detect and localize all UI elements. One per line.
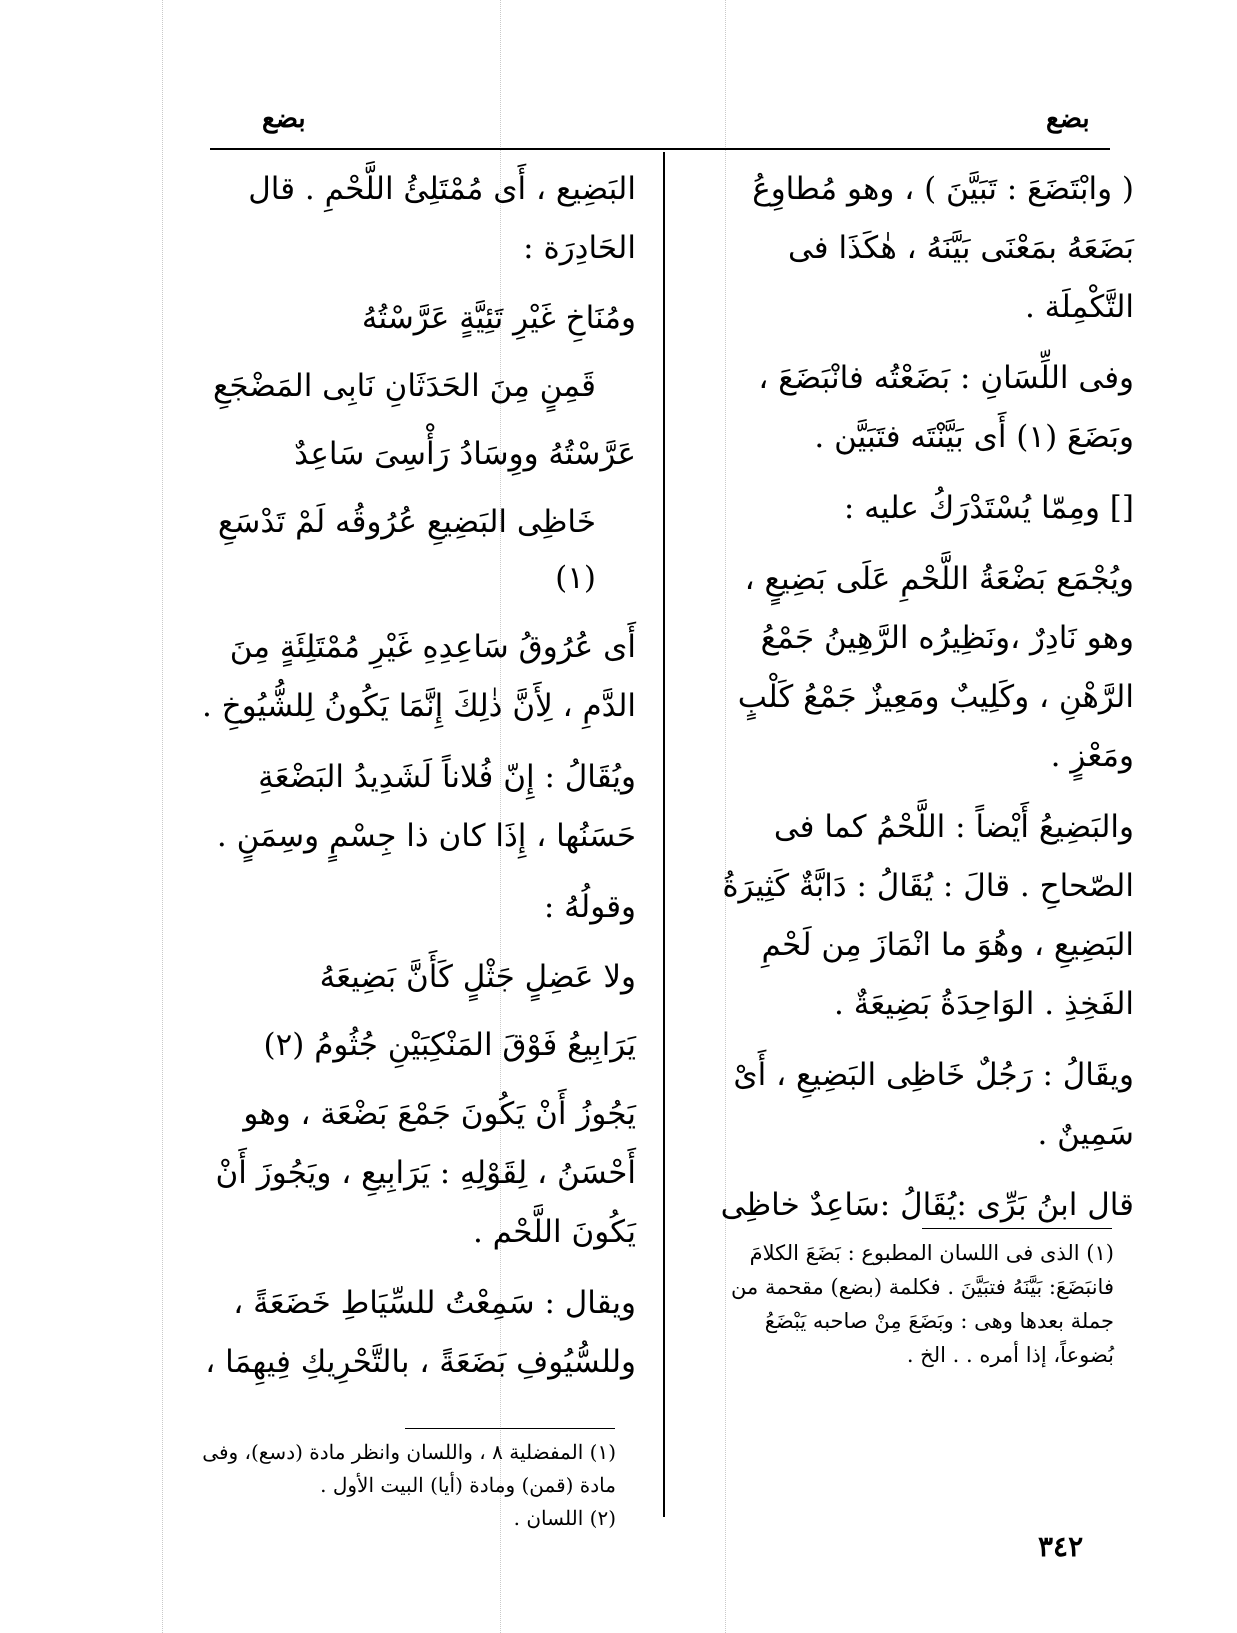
- footnote: (٢) اللسان .: [513, 1506, 616, 1530]
- paragraph: وفى اللِّسَانِ : بَضَعْتُه فانْبَضَعَ ، وبَضَعَ (١) أَى بَيَّنْتَه فتَبَيَّن .: [758, 360, 1134, 455]
- verse-line: خَاظِى البَضِيعِ عُرُوقُه لَمْ تَدْسَعِ (١): [217, 504, 596, 596]
- paragraph: والبَضِيعُ أَيْضاً : اللَّحْمُ كما فى الصّحاحِ . قالَ : يُقَالُ : دَابَّةٌ كَثِيرَةُ البَضِيعِ ، وهُوَ ما انْمَازَ مِن لَحْمِ الفَخِذِ . الوَاحِدَةُ بَضِيعَةٌ .: [722, 809, 1134, 1022]
- footnote: (١) المفضلية ٨ ، واللسان وانظر مادة (دسع)، وفى مادة (قمن) ومادة (أيا) البيت الأول .: [202, 1440, 616, 1497]
- paragraph: [] ومِمّا يُسْتَدْرَكُ عليه :: [843, 490, 1134, 526]
- paragraph: يَجُوزُ أَنْ يَكُونَ جَمْعَ بَضْعَة ، وهو أَحْسَنُ ، لِقَوْلِهِ : يَرَابِيعِ ، ويَجُوزَ أَنْ يَكُونَ اللَّحْم .: [215, 1096, 636, 1250]
- right-column: [704, 160, 1134, 1247]
- verse-line: يَرَابِيعُ فَوْقَ المَنْكِبَيْنِ جُثُومُ (٢): [263, 1027, 636, 1063]
- left-column: [196, 160, 636, 1404]
- footnote-rule-left: [405, 1428, 615, 1429]
- verse-line: قَمِنٍ مِنَ الحَدَثَانِ نَابِى المَضْجَعِ: [212, 368, 596, 404]
- paragraph: ويُجْمَع بَضْعَةُ اللَّحْمِ عَلَى بَضِيعٍ ، وهو نَادِرٌ ،ونَظِيرُه الرَّهِينُ جَمْعُ الرَّهْنِ ، وكَلِيبٌ ومَعِيزٌ جَمْعُ كَلْبٍ ومَعْزٍ .: [737, 561, 1134, 774]
- header-rule: [210, 148, 1110, 150]
- footnote: (١) الذى فى اللسان المطبوع : بَضَعَ الكلامَ فانبَضَعَ: بَيَّنَهُ فتبَيَّنَ . فكلمة (بضع) مقحمة من جملة بعدها وهى : وبَضَعَ مِنْ صاحبه يَبْضَعُ بُضوعاً، إذا أمره . . الخ .: [731, 1241, 1114, 1367]
- scan-margin-line: [162, 0, 163, 1633]
- paragraph: البَضِيع ، أَى مُمْتَلِئُ اللَّحْمِ . قال الحَادِرَة :: [248, 171, 636, 266]
- column-divider: [663, 152, 665, 1517]
- verse-line: ومُنَاخِ غَيْرِ تَئِيَّةٍ عَرَّسْتُهُ: [361, 300, 636, 336]
- poem: [196, 290, 636, 606]
- header-right: بضع: [1046, 104, 1090, 134]
- header-left: بضع: [262, 104, 306, 134]
- paragraph: أَى عُرُوقُ سَاعِدِهِ غَيْرِ مُمْتَلِئَةٍ مِنَ الدَّمِ ، لِأَنَّ ذٰلِكَ إِنَّمَا يَكُونُ لِلشُّيُوخِ .: [201, 629, 636, 724]
- footnote-rule-right: [922, 1228, 1112, 1229]
- paragraph: ويقَالُ : رَجُلٌ خَاظِى البَضِيعِ ، أَىْ سَمِينٌ .: [733, 1057, 1134, 1152]
- poem: [196, 949, 636, 1073]
- paragraph: ( وابْتَضَعَ : تَبَيَّنَ ) ، وهو مُطاوِعُ بَضَعَهُ بمَعْنَى بَيَّنَهُ ، هٰكَذَا فى التَّكْمِلَة .: [752, 171, 1134, 325]
- page-number: ٣٤٢: [1038, 1530, 1084, 1563]
- paragraph: وقولُهُ :: [543, 889, 636, 925]
- paragraph: قال ابنُ بَرِّى :يُقَالُ :سَاعِدٌ خاظِى: [720, 1187, 1134, 1223]
- paragraph: ويقال : سَمِعْتُ للسِّيَاطِ خَضَعَةً ، وللسُّيُوفِ بَضَعَةً ، بالتَّحْرِيكِ فِيهِمَا ،: [205, 1285, 636, 1380]
- verse-line: عَرَّسْتُهُ ووِسَادُ رَأْسِىَ سَاعِدٌ: [294, 436, 636, 472]
- footnotes-left: [196, 1436, 616, 1535]
- paragraph: ويُقَالُ : إِنّ فُلاناً لَشَدِيدُ البَضْعَةِ حَسَنُها ، إِذَا كان ذا جِسْمٍ وسِمَنٍ .: [216, 759, 636, 854]
- verse-line: ولا عَضِلٍ جَثْلٍ كَأَنَّ بَضِيعَهُ: [319, 959, 636, 995]
- footnotes-right: [704, 1236, 1114, 1372]
